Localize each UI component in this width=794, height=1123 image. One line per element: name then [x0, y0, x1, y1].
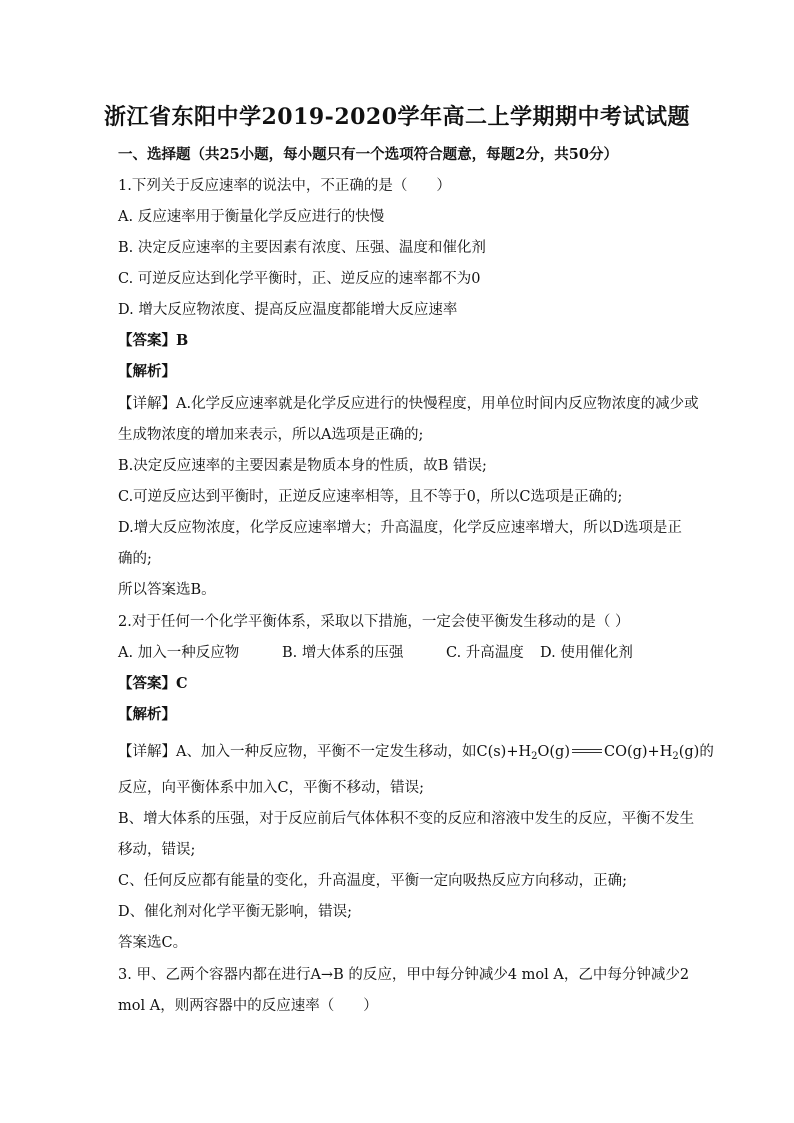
- q1-detail-line-1: 【详解】A.化学反应速率就是化学反应进行的快慢程度，用单位时间内反应物浓度的减少或: [118, 396, 699, 412]
- q1-option-b: B. 决定反应速率的主要因素有浓度、压强、温度和催化剂: [118, 240, 486, 256]
- q2-analysis-label: 【解析】: [118, 706, 176, 723]
- q2-conclusion: 答案选C。: [118, 935, 188, 951]
- page-title: 浙江省东阳中学2019-2020学年高二上学期期中考试试题: [103, 104, 691, 130]
- q2-detail-line-1: [118, 741, 714, 768]
- section-heading: 一、选择题（共25小题，每小题只有一个选项符合题意，每题2分，共50分）: [118, 146, 618, 163]
- q2-answer: 【答案】C: [118, 675, 188, 692]
- equilibrium-arrow-icon: [572, 747, 602, 755]
- q2-option-c: C. 升高温度: [446, 645, 524, 661]
- q2-detail-line-4: 移动，错误;: [118, 842, 196, 858]
- q3-stem-line-2: mol A，则两容器中的反应速率（ ）: [118, 998, 378, 1014]
- q1-detail-line-4: C.可逆反应达到平衡时，正逆反应速率相等，且不等于0，所以C选项是正确的;: [118, 489, 623, 505]
- q2-detail-1-mid: O(g): [537, 744, 570, 760]
- subscript: 2: [531, 751, 538, 762]
- q2-options-row: [118, 642, 633, 664]
- q2-detail-1-post: CO(g)+H: [603, 744, 673, 760]
- q2-detail-line-3: B、增大体系的压强，对于反应前后气体体积不变的反应和溶液中发生的反应，平衡不发生: [118, 811, 695, 827]
- q1-detail-line-2: 生成物浓度的增加来表示，所以A选项是正确的;: [118, 427, 424, 443]
- q1-detail-line-6: 确的;: [118, 551, 152, 567]
- q1-detail-line-5: D.增大反应物浓度，化学反应速率增大；升高温度，化学反应速率增大，所以D选项是正: [118, 520, 682, 536]
- q1-detail-line-3: B.决定反应速率的主要因素是物质本身的性质，故B 错误;: [118, 458, 487, 474]
- q2-detail-1-pre: 【详解】A、加入一种反应物，平衡不一定发生移动，如C(s)+H: [118, 744, 532, 760]
- q1-option-d: D. 增大反应物浓度、提高反应温度都能增大反应速率: [118, 302, 458, 318]
- q1-option-a: A. 反应速率用于衡量化学反应进行的快慢: [118, 209, 385, 225]
- q2-detail-line-2: 反应，向平衡体系中加入C，平衡不移动，错误;: [118, 780, 424, 796]
- subscript: 2: [672, 751, 679, 762]
- q1-conclusion: 所以答案选B。: [118, 582, 216, 598]
- q2-stem: 2.对于任何一个化学平衡体系，采取以下措施，一定会使平衡发生移动的是（ ）: [118, 614, 630, 630]
- q2-option-d: D. 使用催化剂: [540, 645, 633, 661]
- q1-option-c: C. 可逆反应达到化学平衡时，正、逆反应的速率都不为0: [118, 271, 481, 287]
- q2-detail-line-5: C、任何反应都有能量的变化，升高温度，平衡一定向吸热反应方向移动，正确;: [118, 873, 627, 889]
- q2-option-a: A. 加入一种反应物: [118, 645, 240, 661]
- q2-option-b: B. 增大体系的压强: [282, 645, 404, 661]
- q1-answer: 【答案】B: [118, 332, 189, 349]
- q1-analysis-label: 【解析】: [118, 363, 176, 380]
- q2-detail-1-end: (g)的: [678, 744, 714, 760]
- q3-stem-line-1: 3. 甲、乙两个容器内都在进行A→B 的反应，甲中每分钟减少4 mol A，乙中每分钟减少2: [118, 967, 690, 983]
- q2-detail-line-6: D、催化剂对化学平衡无影响，错误;: [118, 904, 353, 920]
- q1-stem: 1.下列关于反应速率的说法中，不正确的是（ ）: [118, 178, 451, 194]
